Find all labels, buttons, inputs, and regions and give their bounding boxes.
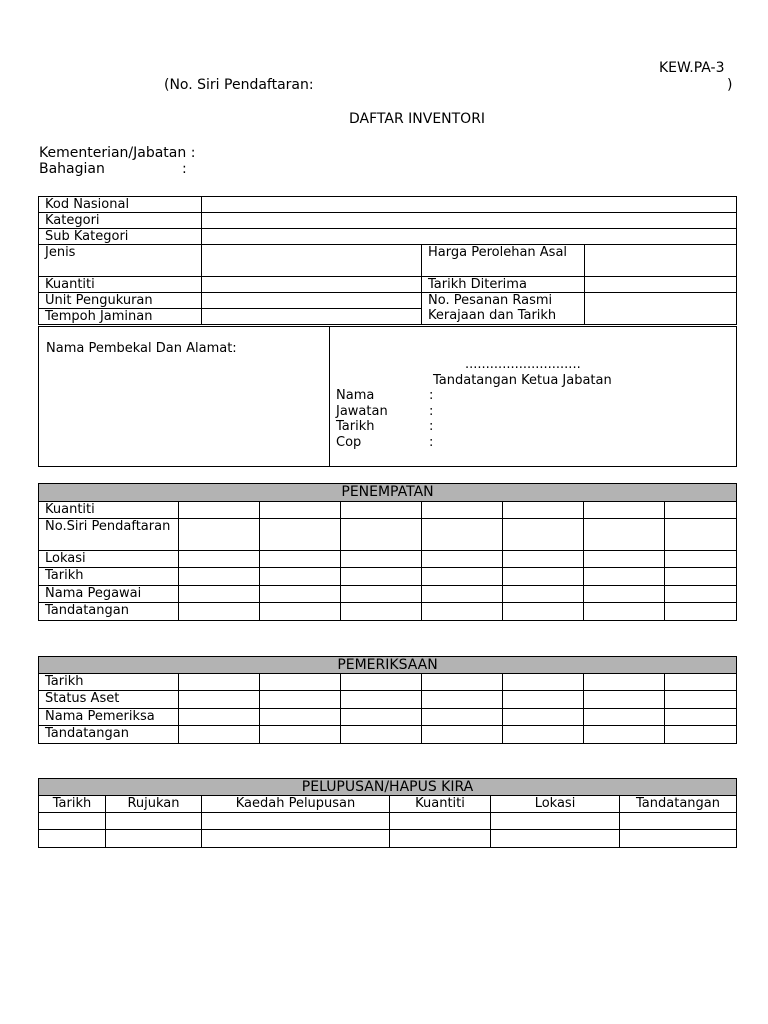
- cell[interactable]: [260, 726, 341, 744]
- tarikh-diterima-label: Tarikh Diterima: [422, 277, 585, 293]
- cell[interactable]: [179, 502, 260, 519]
- signature-line: ............................: [465, 357, 581, 372]
- kategori-value[interactable]: [202, 213, 737, 229]
- column-header-tandatangan: Tandatangan: [620, 796, 737, 813]
- cell[interactable]: [503, 586, 584, 603]
- unit-pengukuran-value[interactable]: [202, 293, 422, 309]
- cell[interactable]: [260, 674, 341, 691]
- pemeriksaan-title: PEMERIKSAAN: [39, 657, 737, 674]
- cell[interactable]: [341, 691, 422, 709]
- supplier-cell[interactable]: [39, 327, 330, 467]
- jawatan-label: Jawatan: [336, 404, 388, 419]
- cell[interactable]: [260, 519, 341, 551]
- cop-colon: :: [429, 435, 434, 450]
- cell[interactable]: [665, 603, 737, 621]
- section-colon: :: [182, 161, 187, 177]
- form-code: KEW.PA-3: [659, 60, 725, 76]
- cell[interactable]: [422, 691, 503, 709]
- cell[interactable]: [665, 568, 737, 586]
- cell[interactable]: [390, 830, 491, 848]
- kod-nasional-label: Kod Nasional: [39, 197, 202, 213]
- kuantiti-value[interactable]: [202, 277, 422, 293]
- registration-number-label: (No. Siri Pendaftaran:: [164, 77, 314, 93]
- cop-label: Cop: [336, 435, 362, 450]
- pemeriksaan-row-label: Tandatangan: [39, 726, 179, 744]
- ministry-label: Kementerian/Jabatan :: [39, 145, 196, 161]
- cell[interactable]: [341, 551, 422, 568]
- cell[interactable]: [260, 502, 341, 519]
- cell[interactable]: [503, 691, 584, 709]
- sub-kategori-value[interactable]: [202, 229, 737, 245]
- cell[interactable]: [202, 830, 390, 848]
- column-header-lokasi: Lokasi: [491, 796, 620, 813]
- cell[interactable]: [179, 586, 260, 603]
- tarikh-colon: :: [429, 419, 434, 434]
- cell[interactable]: [665, 674, 737, 691]
- cell[interactable]: [260, 709, 341, 726]
- cell[interactable]: [665, 519, 737, 551]
- kod-nasional-value[interactable]: [202, 197, 737, 213]
- cell[interactable]: [341, 519, 422, 551]
- cell[interactable]: [665, 502, 737, 519]
- unit-pengukuran-label: Unit Pengukuran: [39, 293, 202, 309]
- column-header-tarikh: Tarikh: [39, 796, 106, 813]
- cell[interactable]: [620, 830, 737, 848]
- cell[interactable]: [503, 568, 584, 586]
- jenis-label: Jenis: [39, 245, 202, 277]
- harga-perolehan-value[interactable]: [585, 245, 737, 277]
- column-header-rujukan: Rujukan: [106, 796, 202, 813]
- supplier-label: Nama Pembekal Dan Alamat:: [46, 341, 237, 356]
- cell[interactable]: [341, 709, 422, 726]
- cell[interactable]: [39, 830, 106, 848]
- cell[interactable]: [584, 726, 665, 744]
- cell[interactable]: [341, 726, 422, 744]
- cell[interactable]: [422, 586, 503, 603]
- page-title: DAFTAR INVENTORI: [349, 111, 486, 127]
- cell[interactable]: [503, 674, 584, 691]
- cell[interactable]: [260, 568, 341, 586]
- column-header-kuantiti: Kuantiti: [390, 796, 491, 813]
- cell[interactable]: [179, 674, 260, 691]
- cell[interactable]: [584, 502, 665, 519]
- cell[interactable]: [179, 551, 260, 568]
- cell[interactable]: [503, 551, 584, 568]
- pelupusan-table: [38, 778, 737, 848]
- cell[interactable]: [584, 551, 665, 568]
- cell[interactable]: [422, 674, 503, 691]
- cell[interactable]: [106, 830, 202, 848]
- cell[interactable]: [260, 551, 341, 568]
- nama-colon: :: [429, 388, 434, 403]
- cell[interactable]: [422, 709, 503, 726]
- cell[interactable]: [202, 813, 390, 830]
- tarikh-diterima-value[interactable]: [585, 277, 737, 293]
- pelupusan-title: PELUPUSAN/HAPUS KIRA: [39, 779, 737, 796]
- penempatan-row-label: Tarikh: [39, 568, 179, 586]
- penempatan-row-label: Nama Pegawai: [39, 586, 179, 603]
- cell[interactable]: [665, 709, 737, 726]
- cell[interactable]: [503, 709, 584, 726]
- cell[interactable]: [341, 603, 422, 621]
- pemeriksaan-row-label: Tarikh: [39, 674, 179, 691]
- registration-number-close: ): [727, 77, 733, 93]
- no-pesanan-value[interactable]: [585, 293, 737, 325]
- cell[interactable]: [179, 603, 260, 621]
- cell[interactable]: [584, 586, 665, 603]
- harga-perolehan-label: Harga Perolehan Asal: [422, 245, 585, 277]
- cell[interactable]: [341, 502, 422, 519]
- asset-details-table: [38, 196, 737, 325]
- supplier-signature-table: [38, 326, 737, 467]
- cell[interactable]: [584, 519, 665, 551]
- penempatan-row-label: No.Siri Pendaftaran: [39, 519, 179, 551]
- kategori-label: Kategori: [39, 213, 202, 229]
- jawatan-colon: :: [429, 404, 434, 419]
- cell[interactable]: [260, 691, 341, 709]
- cell[interactable]: [106, 813, 202, 830]
- tempoh-jaminan-label: Tempoh Jaminan: [39, 309, 202, 325]
- signature-cell[interactable]: [330, 327, 737, 467]
- pemeriksaan-table: [38, 656, 737, 744]
- cell[interactable]: [422, 551, 503, 568]
- cell[interactable]: [341, 674, 422, 691]
- cell[interactable]: [620, 813, 737, 830]
- tarikh-label: Tarikh: [336, 419, 375, 434]
- cell[interactable]: [422, 502, 503, 519]
- cell[interactable]: [422, 726, 503, 744]
- cell[interactable]: [584, 709, 665, 726]
- cell[interactable]: [179, 726, 260, 744]
- cell[interactable]: [179, 519, 260, 551]
- section-label: Bahagian: [39, 161, 105, 177]
- cell[interactable]: [260, 603, 341, 621]
- cell[interactable]: [584, 568, 665, 586]
- cell[interactable]: [341, 586, 422, 603]
- pemeriksaan-row-label: Nama Pemeriksa: [39, 709, 179, 726]
- cell[interactable]: [584, 674, 665, 691]
- penempatan-table: [38, 483, 737, 621]
- cell[interactable]: [665, 691, 737, 709]
- cell[interactable]: [665, 726, 737, 744]
- pemeriksaan-row-label: Status Aset: [39, 691, 179, 709]
- nama-label: Nama: [336, 388, 375, 403]
- cell[interactable]: [584, 691, 665, 709]
- no-pesanan-label: No. Pesanan Rasmi Kerajaan dan Tarikh: [422, 293, 585, 325]
- cell[interactable]: [503, 502, 584, 519]
- penempatan-row-label: Lokasi: [39, 551, 179, 568]
- cell[interactable]: [422, 603, 503, 621]
- cell[interactable]: [390, 813, 491, 830]
- cell[interactable]: [179, 568, 260, 586]
- cell[interactable]: [422, 519, 503, 551]
- cell[interactable]: [665, 551, 737, 568]
- penempatan-title: PENEMPATAN: [39, 484, 737, 502]
- cell[interactable]: [179, 709, 260, 726]
- cell[interactable]: [422, 568, 503, 586]
- kuantiti-label: Kuantiti: [39, 277, 202, 293]
- sub-kategori-label: Sub Kategori: [39, 229, 202, 245]
- cell[interactable]: [260, 586, 341, 603]
- cell[interactable]: [503, 603, 584, 621]
- jenis-value[interactable]: [202, 245, 422, 277]
- cell[interactable]: [341, 568, 422, 586]
- cell[interactable]: [491, 813, 620, 830]
- cell[interactable]: [503, 519, 584, 551]
- cell[interactable]: [503, 726, 584, 744]
- cell[interactable]: [584, 603, 665, 621]
- cell[interactable]: [491, 830, 620, 848]
- signature-label: Tandatangan Ketua Jabatan: [433, 373, 612, 388]
- tempoh-jaminan-value[interactable]: [202, 309, 422, 325]
- column-header-kaedah-pelupusan: Kaedah Pelupusan: [202, 796, 390, 813]
- penempatan-row-label: Tandatangan: [39, 603, 179, 621]
- penempatan-row-label: Kuantiti: [39, 502, 179, 519]
- cell[interactable]: [665, 586, 737, 603]
- cell[interactable]: [39, 813, 106, 830]
- cell[interactable]: [179, 691, 260, 709]
